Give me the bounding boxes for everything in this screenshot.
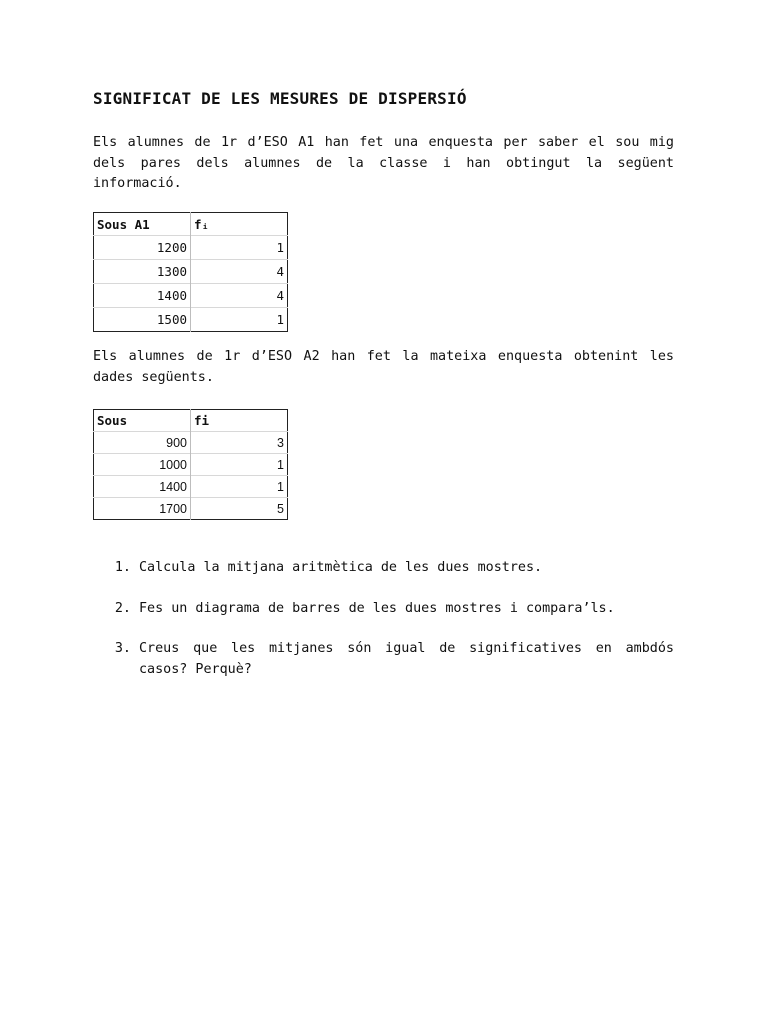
page-title: SIGNIFICAT DE LES MESURES DE DISPERSIÓ: [93, 89, 467, 108]
table-row: [94, 236, 288, 260]
table-cell-sous: 900: [94, 432, 191, 454]
table-cell-fi: 1: [191, 308, 288, 332]
table-row: [94, 476, 288, 498]
column-header-sous-a1: Sous A1: [94, 213, 191, 236]
table-cell-fi: 3: [191, 432, 288, 454]
table-header-row: [94, 213, 288, 236]
table-row: [94, 498, 288, 520]
table-row: [94, 284, 288, 308]
column-header-fi: fi: [194, 413, 210, 428]
table-cell-fi: 4: [191, 260, 288, 284]
intro-paragraph-a2: Els alumnes de 1r d’ESO A2 han fet la mateixa enquesta obtenint les dades següents.: [93, 349, 674, 385]
column-header-fi: fᵢ: [194, 216, 210, 232]
table-header-row: [94, 410, 288, 432]
table-row: [94, 260, 288, 284]
table-row: [94, 308, 288, 332]
table-row: [94, 432, 288, 454]
table-row: [94, 454, 288, 476]
question-list: [93, 558, 674, 700]
question-item: 3. Creus que les mitjanes són igual de significatives en ambdós casos? Perquè?: [139, 639, 674, 680]
table-cell-fi: 1: [191, 454, 288, 476]
table-cell-sous: 1000: [94, 454, 191, 476]
table-cell-sous: 1700: [94, 498, 191, 520]
salary-table-a2: [93, 409, 288, 520]
table-cell-fi: 1: [191, 236, 288, 260]
table-cell-sous: 1300: [94, 260, 191, 284]
column-header-sous: Sous: [94, 410, 191, 432]
table-cell-fi: 5: [191, 498, 288, 520]
table-cell-sous: 1400: [94, 284, 191, 308]
intro-paragraph-a1: Els alumnes de 1r d’ESO A1 han fet una enquesta per saber el sou mig dels pares dels alumnes de la classe i han obtingut la següent informació.: [93, 135, 674, 191]
table-cell-sous: 1200: [94, 236, 191, 260]
table-cell-fi: 1: [191, 476, 288, 498]
table-cell-sous: 1500: [94, 308, 191, 332]
table-cell-fi: 4: [191, 284, 288, 308]
question-item: 2. Fes un diagrama de barres de les dues mostres i compara’ls.: [139, 599, 674, 620]
salary-table-a1: [93, 212, 288, 332]
table-cell-sous: 1400: [94, 476, 191, 498]
question-item: 1. Calcula la mitjana aritmètica de les dues mostres.: [139, 558, 674, 579]
